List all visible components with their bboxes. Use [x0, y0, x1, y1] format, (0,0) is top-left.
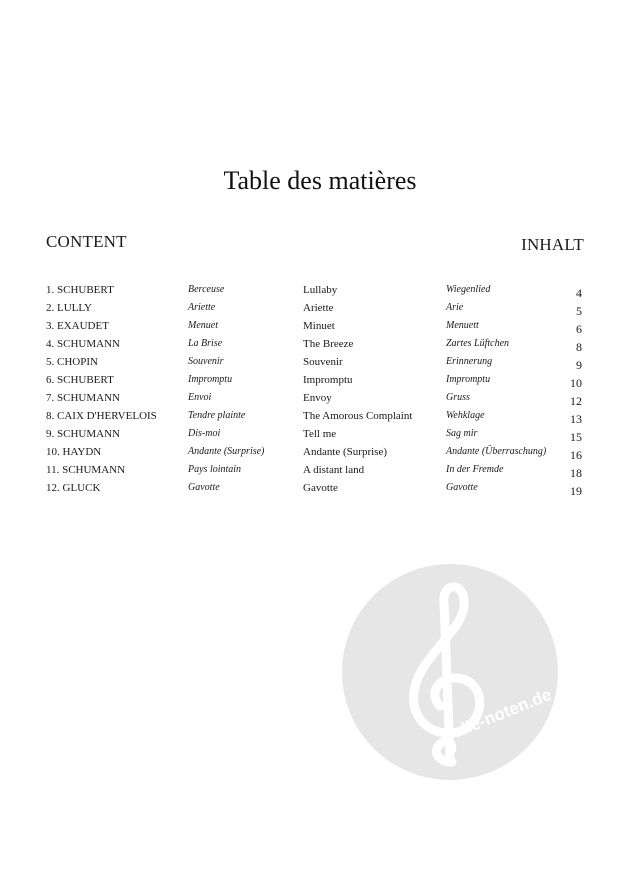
german-title: Menuett [446, 320, 479, 331]
watermark-text: alle-noten.de [449, 684, 555, 742]
page-number: 16 [570, 448, 582, 462]
composer: 8. CAIX D'HERVELOIS [46, 410, 157, 422]
german-title: Zartes Lüftchen [446, 338, 510, 349]
toc-row [0, 356, 640, 374]
page-number: 15 [570, 430, 582, 444]
page-number: 5 [576, 304, 582, 318]
french-title: Souvenir [188, 356, 224, 367]
french-title: Tendre plainte [188, 410, 246, 421]
german-title: Arie [446, 302, 464, 313]
page-number: 8 [576, 340, 582, 354]
heading-content: CONTENT [46, 232, 127, 251]
french-title: Pays lointain [188, 464, 242, 475]
page-number: 9 [576, 358, 582, 372]
german-title: Gruss [446, 392, 470, 403]
english-title: Lullaby [303, 284, 338, 296]
german-title: Erinnerung [446, 356, 493, 367]
composer: 1. SCHUBERT [46, 284, 114, 296]
french-title: Ariette [188, 302, 216, 313]
page-title: Table des matières [223, 166, 417, 195]
english-title: Ariette [303, 302, 334, 314]
toc-row [0, 338, 640, 356]
toc-row [0, 302, 640, 320]
table-of-contents [0, 284, 640, 500]
toc-row [0, 320, 640, 338]
english-title: Envoy [303, 392, 332, 404]
english-title: Tell me [303, 428, 337, 440]
german-title: Gavotte [446, 482, 478, 493]
english-title: The Breeze [303, 338, 354, 350]
page-number: 6 [576, 322, 582, 336]
german-title: Wiegenlied [446, 284, 491, 295]
english-title: Impromptu [303, 374, 353, 386]
composer: 2. LULLY [46, 302, 92, 314]
page-number: 13 [570, 412, 582, 426]
german-title: Wehklage [446, 410, 485, 421]
english-title: Souvenir [303, 356, 343, 368]
toc-row [0, 464, 640, 482]
toc-row [0, 374, 640, 392]
german-title: Sag mir [446, 428, 478, 439]
watermark [340, 562, 560, 782]
french-title: Andante (Surprise) [188, 446, 265, 457]
french-title: Dis-moi [188, 428, 221, 439]
page-number: 12 [570, 394, 582, 408]
german-title: In der Fremde [446, 464, 504, 475]
page-number: 19 [570, 484, 582, 498]
page-number: 4 [576, 286, 582, 300]
toc-row [0, 284, 640, 302]
french-title: Envoi [188, 392, 212, 403]
french-title: Gavotte [188, 482, 220, 493]
german-title: Impromptu [446, 374, 491, 385]
french-title: La Brise [188, 338, 223, 349]
toc-row [0, 410, 640, 428]
composer: 10. HAYDN [46, 446, 102, 458]
toc-row [0, 428, 640, 446]
german-title: Andante (Überraschung) [446, 446, 547, 457]
composer: 9. SCHUMANN [46, 428, 120, 440]
composer: 6. SCHUBERT [46, 374, 114, 386]
composer: 7. SCHUMANN [46, 392, 120, 404]
composer: 11. SCHUMANN [46, 464, 126, 476]
toc-row [0, 482, 640, 500]
treble-clef-icon [340, 562, 560, 782]
toc-row [0, 446, 640, 464]
english-title: Andante (Surprise) [303, 446, 388, 458]
english-title: Gavotte [303, 482, 338, 494]
french-title: Impromptu [188, 374, 233, 385]
toc-row [0, 392, 640, 410]
heading-inhalt: INHALT [521, 235, 584, 254]
page-number: 18 [570, 466, 582, 480]
english-title: Minuet [303, 320, 335, 332]
english-title: A distant land [303, 464, 365, 476]
french-title: Berceuse [188, 284, 225, 295]
composer: 12. GLUCK [46, 482, 101, 494]
english-title: The Amorous Complaint [303, 410, 413, 422]
composer: 3. EXAUDET [46, 320, 109, 332]
page-number: 10 [570, 376, 582, 390]
composer: 5. CHOPIN [46, 356, 98, 368]
composer: 4. SCHUMANN [46, 338, 120, 350]
french-title: Menuet [188, 320, 218, 331]
